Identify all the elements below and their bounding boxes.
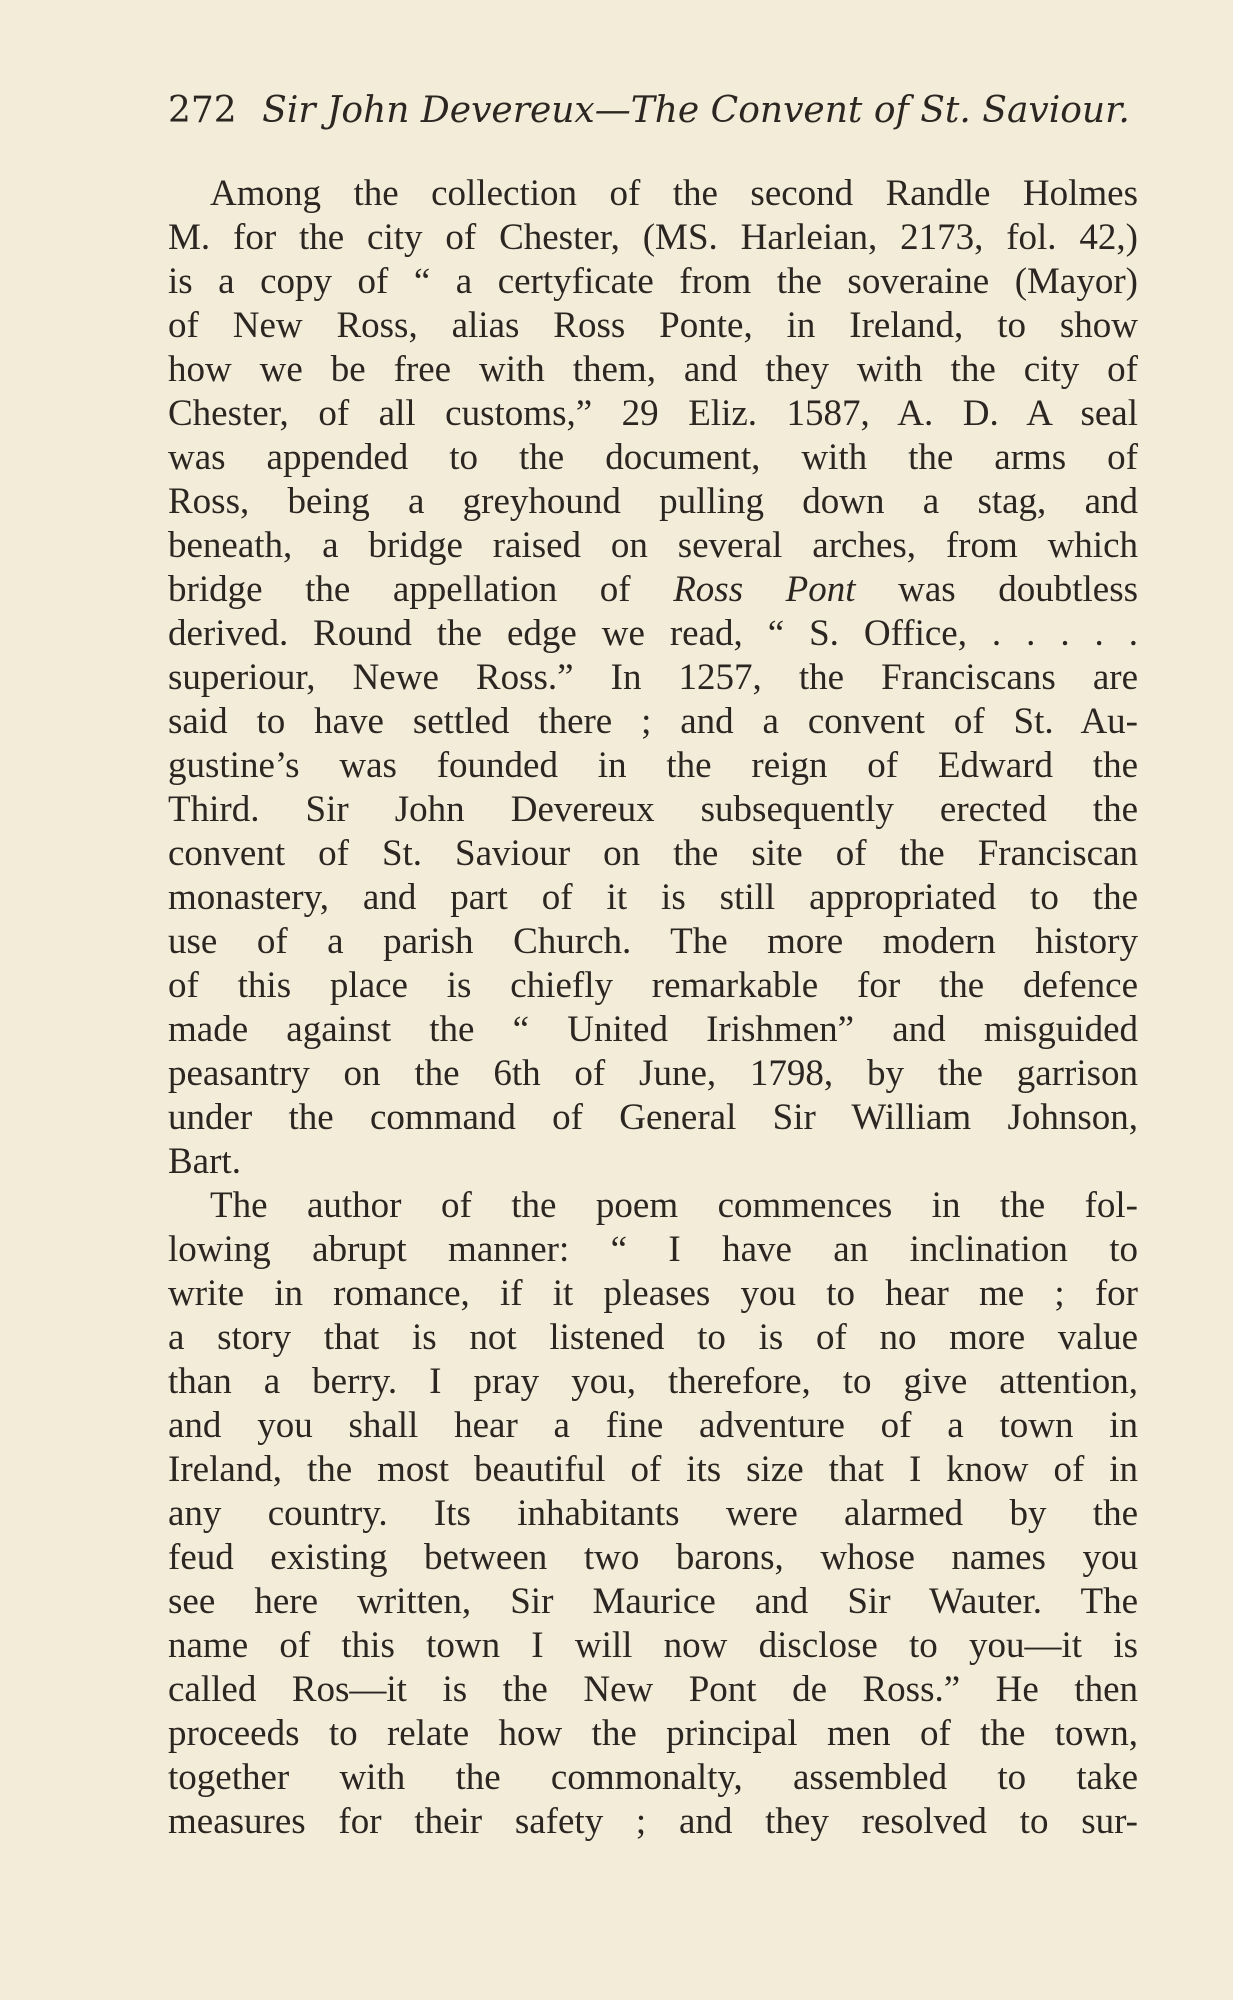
text-line: Bart. <box>168 1141 241 1182</box>
text-line: see here written, Sir Maurice and Sir Wauter. The <box>168 1581 1138 1622</box>
body-text <box>168 172 1138 1844</box>
text-line: convent of St. Saviour on the site of the Franciscan <box>168 833 1138 874</box>
text-line: proceeds to relate how the principal men of the town, <box>168 1713 1138 1754</box>
text-fragment: was doubtless <box>855 569 1138 610</box>
running-title: Sir John Devereux—The Convent of St. Saviour. <box>262 90 1130 131</box>
text-line: than a berry. I pray you, therefore, to give attention, <box>168 1361 1138 1402</box>
text-line: how we be free with them, and they with the city of <box>168 349 1138 390</box>
text-line: M. for the city of Chester, (MS. Harleian, 2173, fol. 42,) <box>168 217 1138 258</box>
text-line: name of this town I will now disclose to you—it is <box>168 1625 1138 1666</box>
text-line: use of a parish Church. The more modern history <box>168 921 1138 962</box>
text-line: called Ros—it is the New Pont de Ross.” He then <box>168 1669 1138 1710</box>
text-line: said to have settled there ; and a convent of St. Au- <box>168 701 1138 742</box>
text-line: feud existing between two barons, whose names you <box>168 1537 1138 1578</box>
text-line: measures for their safety ; and they resolved to sur- <box>168 1801 1138 1842</box>
text-line: and you shall hear a fine adventure of a town in <box>168 1405 1138 1446</box>
text-line: a story that is not listened to is of no more value <box>168 1317 1138 1358</box>
text-line: Ross, being a greyhound pulling down a stag, and <box>168 481 1138 522</box>
text-line: lowing abrupt manner: “ I have an inclination to <box>168 1229 1138 1270</box>
text-line: monastery, and part of it is still appropriated to the <box>168 877 1138 918</box>
text-line-with-italic <box>168 568 1138 612</box>
text-line: write in romance, if it pleases you to hear me ; for <box>168 1273 1138 1314</box>
page-header <box>168 90 1138 146</box>
page-number: 272 <box>168 90 237 131</box>
text-line: Third. Sir John Devereux subsequently erected the <box>168 789 1138 830</box>
text-line: Chester, of all customs,” 29 Eliz. 1587, A. D. A seal <box>168 393 1138 434</box>
italic-place-name: Ross Pont <box>673 569 856 610</box>
text-line: superiour, Newe Ross.” In 1257, the Franciscans are <box>168 657 1138 698</box>
text-line: Among the collection of the second Randle Holmes <box>210 173 1138 214</box>
text-line: any country. Its inhabitants were alarmed by the <box>168 1493 1138 1534</box>
text-fragment: bridge the appellation of <box>168 569 674 610</box>
text-line: under the command of General Sir William Johnson, <box>168 1097 1138 1138</box>
text-line: peasantry on the 6th of June, 1798, by the garrison <box>168 1053 1138 1094</box>
text-line: is a copy of “ a certyficate from the soveraine (Mayor) <box>168 261 1138 302</box>
text-line: was appended to the document, with the arms of <box>168 437 1138 478</box>
text-line: together with the commonalty, assembled to take <box>168 1757 1138 1798</box>
text-line: The author of the poem commences in the fol- <box>210 1185 1138 1226</box>
text-line: gustine’s was founded in the reign of Edward the <box>168 745 1138 786</box>
text-line: derived. Round the edge we read, “ S. Office, . . . . . <box>168 613 1138 654</box>
text-line: Ireland, the most beautiful of its size that I know of in <box>168 1449 1138 1490</box>
text-line: of this place is chiefly remarkable for the defence <box>168 965 1138 1006</box>
text-line: made against the “ United Irishmen” and misguided <box>168 1009 1138 1050</box>
text-line: of New Ross, alias Ross Ponte, in Ireland, to show <box>168 305 1138 346</box>
text-line: beneath, a bridge raised on several arches, from which <box>168 525 1138 566</box>
